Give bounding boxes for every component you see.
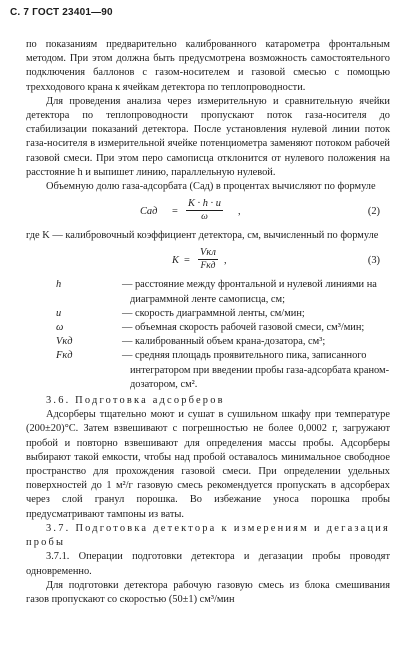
formula-3-comma: , (224, 255, 227, 267)
definition-item (26, 278, 390, 306)
paragraph-5: Адсорберы тщательно моют и сушат в сушильном шкафу при температуре (200±20)°С. Затем взвешивают с погрешностью не более 0,0002 г, загружают пробой и повторно взвешивают для определения массы пробы. Адсорберы выбирают такой емкости, чтобы над пробой оставалось минимальное свободное пространство для прохождения газовой смеси. При определении удельных поверхностей до 1 м²/г газовую смесь рекомендуется пропускать в адсорберах через слой гранул порошка. Во избежание уноса порошка пробы предусматривают тампоны из ваты. (26, 409, 390, 520)
formula-3-fraction (198, 246, 218, 272)
formula-2-equals: = (172, 206, 178, 218)
formula-3 (26, 246, 390, 276)
formula-2 (26, 197, 390, 227)
section-3-6-heading: 3.6. Подготовка адсорберов (46, 395, 225, 407)
definition-item (26, 349, 390, 392)
definition-item (26, 335, 390, 349)
paragraph-3: Объемную долю газа-адсорбата (Сад) в процентах вычисляют по формуле (46, 181, 376, 193)
formula-2-fraction (186, 197, 223, 223)
section-3-7-heading: 3.7. Подготовка детектора к измерениям и дегазация пробы (26, 522, 390, 549)
definition-symbol: Vкд (56, 336, 73, 348)
definitions-list (26, 278, 390, 392)
paragraph-7: Для подготовки детектора рабочую газовую смесь из блока смешивания газов пропускают со скоростью (50±1) см³/мин (26, 579, 390, 605)
formula-3-denominator: Fкд (200, 261, 216, 272)
definition-text: — калиброванный объем крана-дозатора, см³; (122, 336, 326, 348)
formula-2-numerator: K · h · u (188, 198, 221, 210)
definition-symbol: u (56, 307, 62, 319)
formula-3-lhs: K (172, 255, 179, 267)
page-header: С. 7 ГОСТ 23401—90 (10, 7, 113, 18)
definition-text: — средняя площадь проявительного пика, записанного интегратором при введении пробы газа-адсорбата краном-дозатором, см². (122, 350, 390, 390)
formula-2-denominator: ω (201, 212, 208, 223)
definition-symbol: ω (56, 322, 64, 334)
formula-2-number: (2) (367, 206, 380, 218)
paragraph-6: 3.7.1. Операции подготовки детектора и дегазации пробы проводят одновременно. (26, 551, 390, 577)
definition-text: — расстояние между фронтальной и нулевой линиями на диаграммной ленте самописца, см; (122, 279, 377, 305)
definition-item (26, 307, 390, 321)
definition-text: — скорость диаграммной ленты, см/мин; (122, 307, 305, 319)
paragraph-4: где K — калибровочный коэффициент детектора, см, вычисленный по формуле (26, 230, 379, 242)
paragraph-1: по показаниям предварительно калиброванного катарометра фронтальным методом. При этом должна быть предусмотрена возможность самостоятельного подключения баллонов с газом-носителем и газовой смесью с помощью трехходового крана к ячейкам детектора по теплопроводности. (26, 39, 390, 93)
formula-2-lhs: Cад (140, 206, 158, 218)
definition-item (26, 321, 390, 335)
definition-text: — объемная скорость рабочей газовой смеси, см³/мин; (122, 322, 365, 334)
definition-symbol: h (56, 279, 62, 291)
formula-3-equals: = (184, 255, 190, 267)
formula-3-number: (3) (367, 255, 380, 267)
paragraph-2: Для проведения анализа через измерительную и сравнительную ячейки детектора по теплопроводности пропускают поток газа-носителя до стабилизации показаний детектора. После установления нулевой линии поток газа-носителя в измерительной ячейке потенциометра заменяют потоком рабочей газовой смеси. При этом перо самописца отклонится от нулевого положения на расстояние h и выпишет линию, параллельную нулевой. (26, 95, 390, 178)
formula-3-numerator: Vкл (200, 247, 216, 259)
definition-symbol: Fкд (56, 350, 73, 362)
formula-2-comma: , (238, 206, 241, 218)
